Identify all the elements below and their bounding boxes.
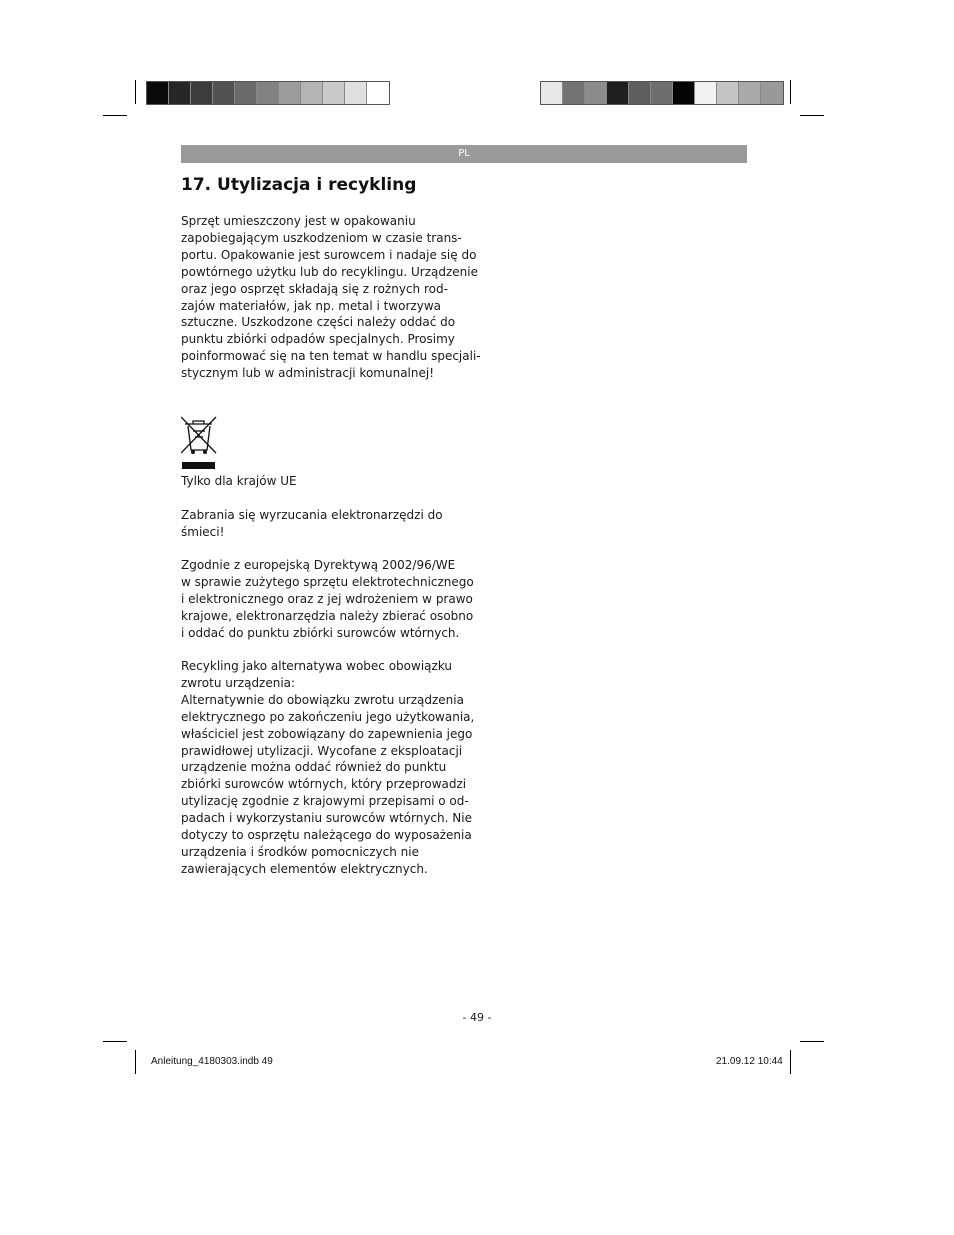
recycling-paragraph <box>181 658 475 878</box>
color-swatch <box>279 82 301 104</box>
color-swatch <box>563 82 585 104</box>
color-swatch <box>191 82 213 104</box>
paragraph-line: krajowe, elektronarzędzia należy zbierać osobno <box>181 608 474 623</box>
color-swatch <box>323 82 345 104</box>
no-trash-paragraph <box>181 507 471 541</box>
crop-mark-top-left-vertical <box>135 80 136 104</box>
paragraph-line: Alternatywnie do obowiązku zwrotu urządzenia <box>181 692 464 707</box>
color-swatch <box>541 82 563 104</box>
paragraph-line: portu. Opakowanie jest surowcem i nadaje się do <box>181 247 477 262</box>
paragraph-line: Zabrania się wyrzucania elektronarzędzi do <box>181 508 443 522</box>
paragraph-line: śmieci! <box>181 524 225 539</box>
paragraph-line: zwrotu urządzenia: <box>181 675 296 690</box>
file-slug: Anleitung_4180303.indb 49 <box>151 1056 273 1067</box>
color-swatch <box>301 82 323 104</box>
color-swatch <box>739 82 761 104</box>
language-band <box>181 145 747 163</box>
paragraph-line: prawidłowej utylizacji. Wycofane z eksploatacji <box>181 743 463 758</box>
color-swatch <box>147 82 169 104</box>
color-swatch <box>257 82 279 104</box>
paragraph-line: zbiórki surowców wtórnych, który przeprowadzi <box>181 777 467 792</box>
paragraph-line: stycznym lub w administracji komunalnej! <box>181 366 435 381</box>
packaging-paragraph <box>181 213 481 382</box>
paragraph-line: oraz jego osprzęt składają się z rożnych rod- <box>181 281 448 296</box>
section-title: 17. Utylizacja i recykling <box>181 175 417 195</box>
color-calibration-bar-right <box>540 81 784 105</box>
eu-only-paragraph <box>181 473 471 490</box>
color-swatch <box>673 82 695 104</box>
color-swatch <box>717 82 739 104</box>
color-swatch <box>695 82 717 104</box>
paragraph-line: Tylko dla krajów UE <box>181 474 297 488</box>
color-swatch <box>585 82 607 104</box>
crop-mark-bottom-left-horizontal <box>103 1041 127 1042</box>
paragraph-line: i elektronicznego oraz z jej wdrożeniem w prawo <box>181 591 473 606</box>
paragraph-line: właściciel jest zobowiązany do zapewnienia jego <box>181 726 473 741</box>
color-swatch <box>345 82 367 104</box>
crop-mark-bottom-right-vertical <box>790 1050 791 1074</box>
color-swatch <box>367 82 389 104</box>
paragraph-line: poinformować się na ten temat w handlu specjali- <box>181 349 481 364</box>
crop-mark-top-right-horizontal <box>800 115 824 116</box>
crop-mark-top-left-horizontal <box>103 115 127 116</box>
paragraph-line: Recykling jako alternatywa wobec obowiązku <box>181 659 453 673</box>
paragraph-line: elektrycznego po zakończeniu jego użytkowania, <box>181 709 475 724</box>
paragraph-line: zapobiegającym uszkodzeniom w czasie trans- <box>181 230 462 245</box>
paragraph-line: w sprawie zużytego sprzętu elektrotechnicznego <box>181 574 474 589</box>
crossed-out-wheelie-bin-icon <box>181 415 217 470</box>
crop-mark-top-right-vertical <box>790 80 791 104</box>
paragraph-line: zawierających elementów elektrycznych. <box>181 861 428 876</box>
paragraph-line: Zgodnie z europejską Dyrektywą 2002/96/WE <box>181 558 456 572</box>
color-calibration-bar-left <box>146 81 390 105</box>
paragraph-line: punktu zbiórki odpadów specjalnych. Prosimy <box>181 332 455 347</box>
page-number: - 49 - <box>462 1011 492 1024</box>
crop-mark-bottom-right-horizontal <box>800 1041 824 1042</box>
paragraph-line: sztuczne. Uszkodzone części należy oddać do <box>181 315 456 330</box>
color-swatch <box>169 82 191 104</box>
paragraph-line: urządzenie można oddać również do punktu <box>181 760 447 775</box>
color-swatch <box>213 82 235 104</box>
paragraph-line: dotyczy to osprzętu należącego do wyposażenia <box>181 828 472 843</box>
paragraph-line: zajów materiałów, jak np. metal i tworzywa <box>181 298 441 313</box>
color-swatch <box>235 82 257 104</box>
paragraph-line: powtórnego użytku lub do recyklingu. Urządzenie <box>181 264 478 279</box>
color-swatch <box>629 82 651 104</box>
color-swatch <box>651 82 673 104</box>
directive-paragraph <box>181 557 474 642</box>
paragraph-line: utylizację zgodnie z krajowymi przepisami o od- <box>181 794 469 809</box>
language-code: PL <box>458 148 470 159</box>
crop-mark-bottom-left-vertical <box>135 1050 136 1074</box>
paragraph-line: i oddać do punktu zbiórki surowców wtórnych. <box>181 625 460 640</box>
paragraph-line: padach i wykorzystaniu surowców wtórnych. Nie <box>181 811 472 826</box>
print-timestamp: 21.09.12 10:44 <box>716 1056 783 1067</box>
color-swatch <box>761 82 783 104</box>
paragraph-line: Sprzęt umieszczony jest w opakowaniu <box>181 214 416 228</box>
color-swatch <box>607 82 629 104</box>
paragraph-line: urządzenia i środków pomocniczych nie <box>181 844 419 859</box>
